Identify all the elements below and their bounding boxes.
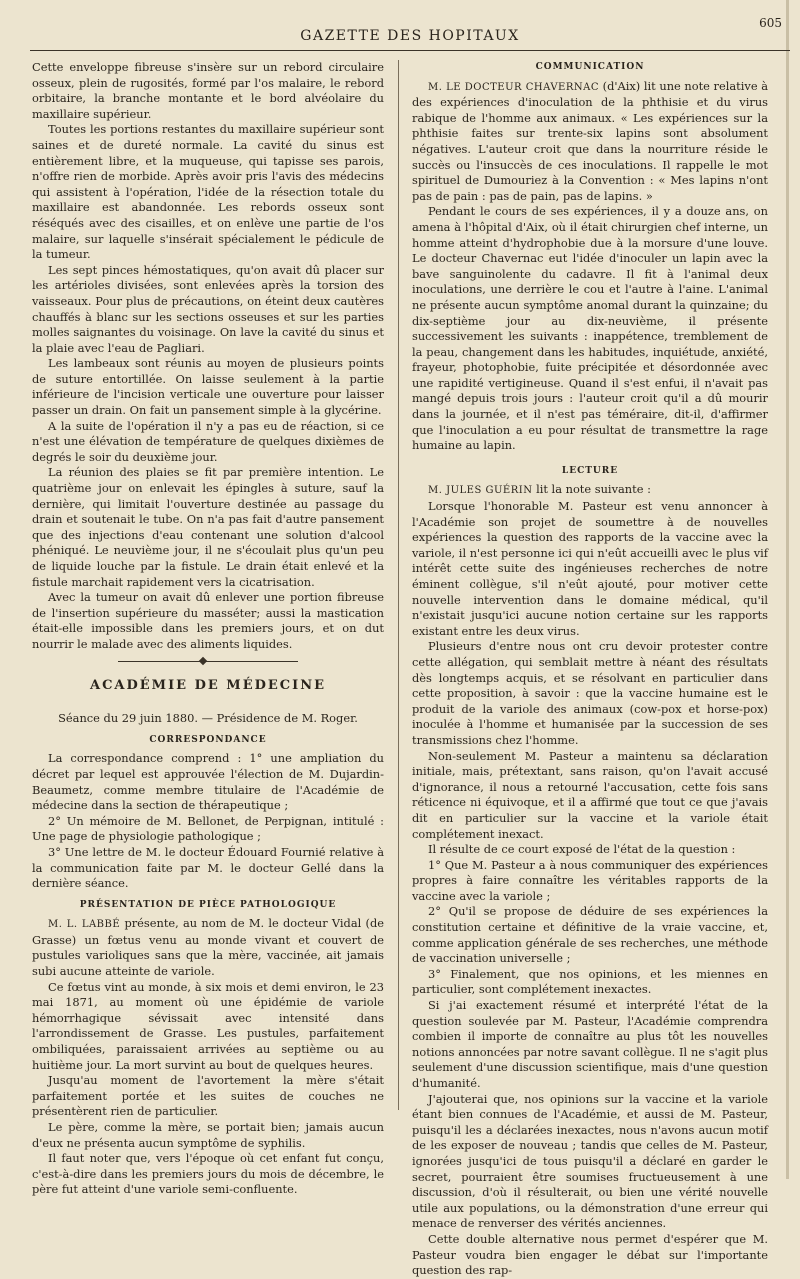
page-number: 605 <box>759 16 782 30</box>
paragraph: Avec la tumeur on avait dû enlever une portion fibreuse de l'insertion supérieure du masséter; aussi la mastication était-elle impossible dans les premiers jours, et on dut nourrir le malade avec des aliments liquides. <box>32 590 384 651</box>
paragraph: Plusieurs d'entre nous ont cru devoir protester contre cette allégation, qui semblait mettre à néant des résultats dès longtemps acquis, et se résolvant en particulier dans cette proposition, à savoir : que la vaccine humaine est le produit de la variole des animaux (cow-pox et horse-pox) inoculée à l'homme et humanisée par la succession de ses transmissions chez l'homme. <box>412 639 768 747</box>
paragraph: Les sept pinces hémostatiques, qu'on avait dû placer sur les artérioles divisées, sont enlevées après la torsion des vaisseaux. Pour plus de précautions, on éteint deux cautères chauffés à blanc sur les sections osseuses et sur les parties molles saignantes du voisinage. On lave la cavité du sinus et la plaie avec l'eau de Pagliari. <box>32 262 384 355</box>
speaker-name: M. LE DOCTEUR CHAVERNAC <box>428 81 599 93</box>
paragraph <box>412 79 768 205</box>
paragraph: Cette enveloppe fibreuse s'insère sur un rebord circulaire osseux, plein de rugosités, formé par l'os malaire, le rebord orbitaire, la branche montante et le bord alvéolaire du maxillaire supérieur. <box>32 60 384 121</box>
paragraph: 2° Un mémoire de M. Bellonet, de Perpignan, intitulé : Une page de physiologie pathologique ; <box>32 813 384 844</box>
paragraph-text: (d'Aix) lit une note relative à des expériences d'inoculation de la phthisie et du virus rabique de l'homme aux animaux. « Les expériences sur la phthisie faites sur trente-six lapins sont absolument négatives. L'auteur croit que dans la nourriture réside le succès ou l'insuccès de ces inoculations. Il rappelle le mot spirituel de Dumouriez à la Convention : « Mes lapins n'ont pas de pain : pas de pain, pas de lapins. » <box>412 78 768 203</box>
paragraph: 3° Une lettre de M. le docteur Édouard Fournié relative à la communication faite par M. le docteur Gellé dans la dernière séance. <box>32 844 384 891</box>
academie-heading: ACADÉMIE DE MÉDECINE <box>89 677 326 693</box>
paragraph: Le père, comme la mère, se portait bien; jamais aucun d'eux ne présenta aucun symptôme de syphilis. <box>32 1120 384 1150</box>
paragraph: Lorsque l'honorable M. Pasteur est venu annoncer à l'Académie son projet de soumettre à de nouvelles expériences la question des rapports de la vaccine avec la variole, il n'est personne ici qui n'eût accueilli avec le plus vif intérêt cette suite des ingénieuses recherches de notre éminent collègue, s'il n'eût ajouté, pour motiver cette nouvelle intervention dans le domaine médical, qu'il n'existait jusqu'ici aucune notion certaine sur les rapports existant entre les deux virus. <box>412 499 768 638</box>
paragraph: Pendant le cours de ses expériences, il y a douze ans, on amena à l'hôpital d'Aix, où il était chirurgien chef interne, un homme atteint d'hydrophobie due à la morsure d'une louve. Le docteur Chavernac eut l'idée d'inoculer un lapin avec la bave sanguinolente du cadavre. Il fit à l'animal deux inoculations, une derrière le cou et l'autre à l'aine. L'animal ne présente aucun symptôme anomal durant la quinzaine; du dix-septième jour au dix-neuvième, il présente successivement les suivants : inappétence, tremblement de la peau, changement dans les habitudes, inquiétude, anxiété, frayeur, photophobie, fuite précipitée et désordonnée avec une rapidité vertigineuse. Quand il s'est enfui, il n'avait pas mangé depuis trois jours : l'auteur croit qu'il a dû mourir dans la journée, et il n'est pas téméraire, dit-il, d'affirmer que l'inoculation a eu pour résultat de transmettre la rage humaine au lapin. <box>412 204 768 453</box>
paragraph: La réunion des plaies se fit par première intention. Le quatrième jour on enlevait les épingles à suture, sauf la dernière, qui limitait l'ouverture destinée au passage du drain et soutenait le tube. On n'a pas fait d'autre pansement que des injections d'eau contenant une solution d'alcool phéniqué. Le neuvième jour, il ne s'écoulait plus qu'un peu de liquide louche par la fistule. Le drain était enlevé et la fistule marchait rapidement vers la cicatrisation. <box>32 465 384 589</box>
journal-title: GAZETTE DES HOPITAUX <box>300 28 520 44</box>
paragraph: Il résulte de ce court exposé de l'état de la question : <box>428 842 736 857</box>
right-column <box>412 60 768 1279</box>
paragraph: Cette double alternative nous permet d'espérer que M. Pasteur voudra bien engager le débat sur l'importante question des rap- <box>412 1231 768 1278</box>
paragraph <box>412 482 768 499</box>
paragraph: Toutes les portions restantes du maxillaire supérieur sont saines et de dureté normale. La cavité du sinus est entièrement libre, et la muqueuse, qui tapisse ses parois, n'offre rien de morbide. Après avoir pris l'avis des médecins qui assistent à l'opération, l'idée de la résection totale du maxillaire est abandonnée. Les rebords osseux sont réséqués avec des cisailles, et on enlève une partie de l'os malaire, sur laquelle s'insérait spécialement le pédicule de la tumeur. <box>32 122 384 262</box>
seance-line: Séance du 29 juin 1880. — Présidence de M. Roger. <box>58 711 358 726</box>
paragraph: La correspondance comprend : 1° une ampliation du décret par lequel est approuvée l'élection de M. Dujardin-Beaumetz, comme membre titulaire de l'Académie de médecine dans la section de thérapeutique ; <box>32 751 384 813</box>
column-rule <box>398 60 399 1110</box>
paragraph-text: lit la note suivante : <box>536 482 651 497</box>
paragraph: Il faut noter que, vers l'époque où cet enfant fut conçu, c'est-à-dire dans les premiers jours du mois de décembre, le père fut atteint d'une variole semi-confluente. <box>32 1151 384 1197</box>
page-header <box>30 14 790 51</box>
paragraph: Jusqu'au moment de l'avortement la mère s'était parfaitement portée et les suites de couches ne présentèrent rien de particulier. <box>32 1073 384 1119</box>
paragraph: 3° Finalement, que nos opinions, et les miennes en particulier, sont complétement inexactes. <box>412 966 768 997</box>
communication-heading: COMMUNICATION <box>535 62 645 72</box>
paragraph: Les lambeaux sont réunis au moyen de plusieurs points de suture entortillée. On laisse seulement à la partie inférieure de l'incision verticale une ouverture pour laisser passer un drain. On fait un pansement simple à la glycérine. <box>32 356 384 418</box>
page-edge <box>786 0 789 1179</box>
paragraph-text: présente, au nom de M. le docteur Vidal (de Grasse) un fœtus venu au monde vivant et couvert de pustules varioliques sans que la mère, vaccinée, ait jamais subi aucune atteinte de variole. <box>32 916 384 979</box>
paragraph: 2° Qu'il se propose de déduire de ses expériences la constitution certaine et définitive de la vraie vaccine, et, comme application générale de ses recherches, une méthode de vaccination universelle ; <box>412 904 768 966</box>
paragraph: A la suite de l'opération il n'y a pas eu de réaction, si ce n'est une élévation de température de quelques dixièmes de degrés le soir du deuxième jour. <box>32 418 384 464</box>
paragraph: Ce fœtus vint au monde, à six mois et demi environ, le 23 mai 1871, au moment où une épidémie de variole hémorrhagique sévissait avec intensité dans l'arrondissement de Grasse. Les pustules, parfaitement ombiliquées, paraissaient arrivées au septième ou au huitième jour. La mort survint au bout de quelques heures. <box>32 979 384 1072</box>
paragraph: J'ajouterai que, nos opinions sur la vaccine et la variole étant bien connues de l'Académie, et aussi de M. Pasteur, puisqu'il les a déclarées inexactes, nous n'avons aucun motif de les exposer de nouveau ; tandis que celles de M. Pasteur, ignorées jusqu'ici de tous puisqu'il a déclaré en garder le secret, pourraient être soumises fructueusement à une discussion, d'où il résulterait, ou bien une vérité nouvelle utile aux populations, ou la démonstration d'une erreur qui menace de renverser des vérités anciennes. <box>412 1091 768 1231</box>
paragraph: Si j'ai exactement résumé et interprété l'état de la question soulevée par M. Pasteur, l'Académie comprendra combien il importe de connaître au plus tôt les nouvelles notions annoncées par notre savant collègue. Il ne s'agit plus seulement d'une discussion scientifique, mais d'une question d'humanité. <box>412 998 768 1090</box>
paragraph: 1° Que M. Pasteur a à nous communiquer des expériences propres à faire connaître les véritables rapports de la vaccine avec la variole ; <box>412 857 768 903</box>
section-divider <box>118 661 298 662</box>
lecture-heading: LECTURE <box>561 465 619 476</box>
left-column <box>32 60 384 1198</box>
speaker-name: M. L. LABBÉ <box>48 919 121 931</box>
presentation-heading: PRÉSENTATION DE PIÈCE PATHOLOGIQUE <box>79 899 337 910</box>
paragraph: Non-seulement M. Pasteur a maintenu sa déclaration initiale, mais, prétextant, sans raison, qu'on l'avait accusé d'ignorance, il nous a retourné l'accusation, cette fois sans réticence ni équivoque, et il a affirmé que tout ce que j'avais dit en particulier sur la vaccine et la variole était complétement inexact. <box>412 748 768 841</box>
paragraph <box>32 916 384 979</box>
speaker-name: M. JULES GUÉRIN <box>428 485 533 497</box>
correspondance-heading: CORRESPONDANCE <box>149 734 267 745</box>
